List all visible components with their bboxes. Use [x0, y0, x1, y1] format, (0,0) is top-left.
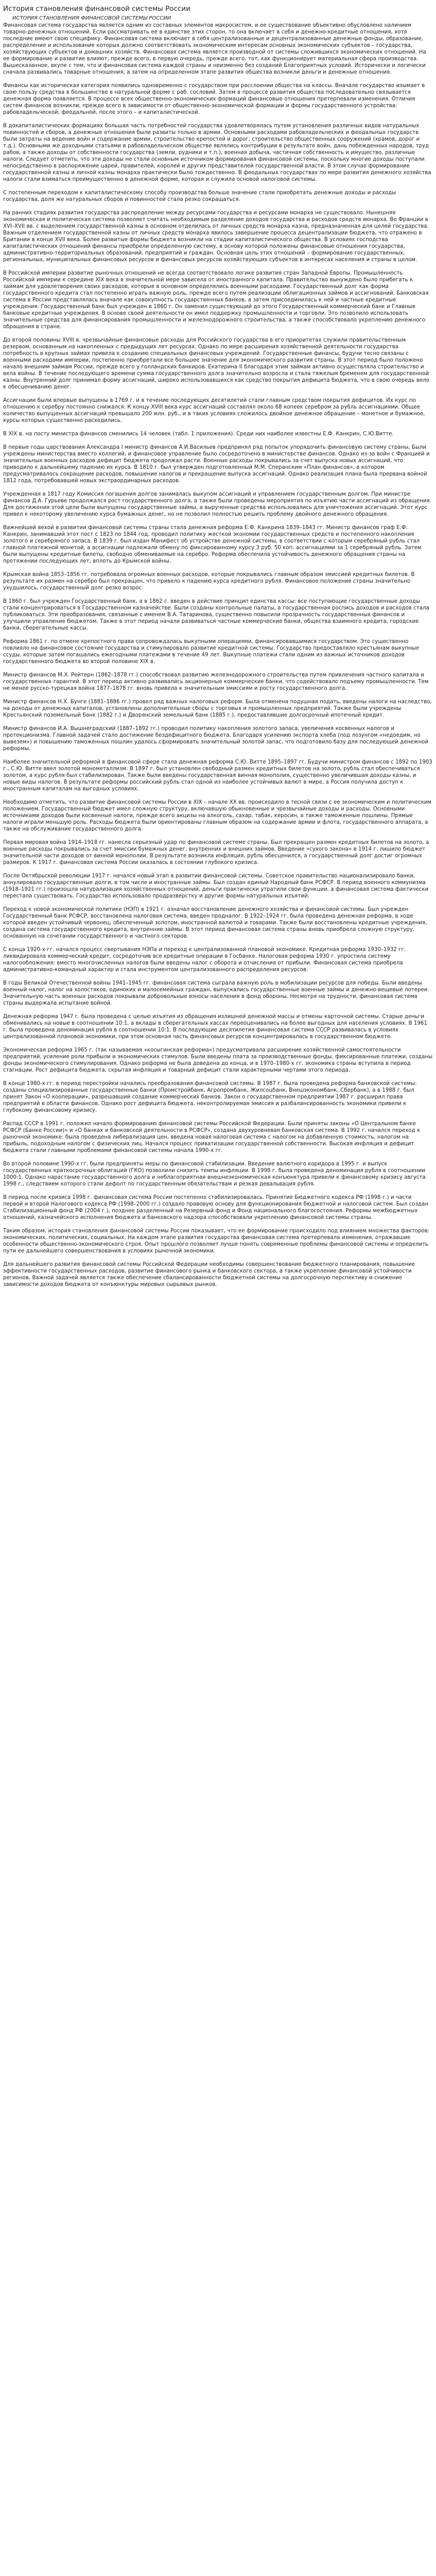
article-body — [3, 22, 433, 1288]
article-paragraph: Переход к новой экономической политике (НЭП) в 1921 г. означал восстановление денежного хозяйства и финансовой системы. Был учрежден Государственный банк РСФСР, восстановлена налоговая система, введен продналог. В 1922–1924 гг. была проведена денежная реформа, в ходе которой введен устойчивый червонец, обеспеченный золотом, иностранной валютой и товарами. Также были восстановлены кредитные учреждения, создана система государственного кредита, внутренние займы. В этот период финансовая система страны вновь приобрела сложную структуру, основанную на сочетании государственного и частного секторов. — [3, 907, 427, 939]
article-paragraph: Важнейшей вехой в развитии финансовой системы страны стала денежная реформа Е.Ф. Канкрина 1839–1843 гг. Министр финансов граф Е.Ф. Канкрин, занимавший этот пост с 1823 по 1844 год, проводил политику жесткой экономии государственных средств и постепенного накопления золотого и серебряного запаса. В 1839 г. был издан Манифест об устройстве денежной системы, в соответствии с которым серебряный рубль стал главной платежной монетой, а ассигнации подлежали обмену по фиксированному курсу 3 руб. 50 коп. ассигнациями за 1 серебряный рубль. Затем были выпущены кредитные билеты, свободно обмениваемые на серебро. Реформа обеспечила устойчивость денежного обращения страны на протяжении последующих лет, вплоть до Крымской войны. — [3, 525, 422, 564]
article-paragraph: Денежная реформа 1947 г. была проведена с целью изъятия из обращения излишней денежной массы и отмены карточной системы. Старые деньги обменивались на новые в соотношении 10:1, а вклады в сберегательных кассах переоценивались на более выгодных для населения условиях. В 1961 г. была проведена деноминация рубля в соотношении 10:1. В последующие десятилетия финансовая система СССР развивалась в условиях централизованной плановой экономики, при этом основная часть финансовых ресурсов концентрировалась в государственном бюджете. — [3, 1014, 427, 1040]
article-paragraph: Таким образом, история становления финансовой системы России показывает, что ее формирование происходило под влиянием множества факторов: экономических, политических, социальных. На каждом этапе развития государства финансовая система претерпевала изменения, отражавшие особенности общественно-экономического строя. Опыт прошлого позволяет лучше понять современные проблемы финансовой системы и определить пути ее дальнейшего совершенствования в условиях рыночной экономики. — [3, 1228, 430, 1254]
article-paragraph: Финансовая система государства является одним из составных элементов макросистем, и ее существование объективно обусловлено наличием товарно-денежных отношений. Если рассматривать ее в единстве этих сторон, то она включает в себя и денежно-кредитные отношения, хотя последние имеют свою специфику. Финансовая система включает в себя централизованные и децентрализованные денежные фонды, образование, распределение и использование которых должно соответствовать экономическим интересам основных экономических субъектов – государства, хозяйствующих субъектов и домашних хозяйств. Финансовая система является производной от системы сложившихся экономических отношений. На ее формирование и развитие влияют, прежде всего, в первую очередь, прежде всего, тот, как функционирует материальная сфера производства. Вышесказанное, вкупе с тем, что и финансовая система каждой страны и неизменно без созданий Благоприятных условий. Исторически и логически сначала развивались товарные отношения, а затем на определенном этапе развития общества возникли деньги и денежные отношения. — [3, 23, 426, 75]
article-paragraph: Ассигнации были впервые выпущены в 1769 г. и в течение последующих десятилетий стали главным средством покрытия дефицитов. Их курс по отношению к серебру постоянно снижался. К концу XVIII века курс ассигнаций составлял около 68 копеек серебром за рубль ассигнациями. Общее количество выпущенных ассигнаций превышало 200 млн. руб., и в таких условиях сложилось двойное денежное обращение – монетное и бумажное, курсы которых существенно расходились. — [3, 398, 425, 423]
article-paragraph: Наиболее значительной реформой в финансовой сфере стала денежная реформа С.Ю. Витте 1895–1897 гг. Будучи министром финансов с 1892 по 1903 г., С.Ю. Витте ввел золотой монометаллизм. В 1897 г. был установлен свободный размен кредитных билетов на золото, рубль стал обеспечиваться золотом, а курс рубля был стабилизирован. Также были введены государственная винная монополия, существенно увеличившая доходы казны, и новые виды налогов. В результате реформы российский рубль стал одной из наиболее устойчивых валют в мире, а Россия получила доступ к иностранным капиталам на выгодных условиях. — [3, 759, 432, 792]
article-paragraph: С постепенным переходом к капиталистическому способу производства больше значение стали приобретать денежные доходы и расходы государства, доля же натуральных сборов и повинностей стала резко сокращаться. — [3, 190, 396, 202]
article-paragraph: На ранних стадиях развития государства распределение между ресурсами государства и ресурсами монарха не существовало. Нынешняя экономическая и политическая система позволяет считать необходимым разделение доходов государства и расходов средств монарха. Во Франции в XVI–XVII вв. с выделением государственной казны в основном отделилась от личных средств монарха казна, предназначенная для целей государства. Важным отделением государственной казны от личных средств монарха явилось завершение процесса децентрализации бюджета, что отражено в Британии в конце XVII века. Более развитые формы бюджета возникли на стадии капиталистического общества. В условиях господства капиталистических отношений финансы приобрели определенную систему, в основу которой положены финансовые отношения государства, административно-территориальных образований, предприятий и граждан. Основная цель этих отношений – формирование государственных, региональных, муниципальных финансовых ресурсов и финансовых ресурсов хозяйствующих субъектов в интересах населения и страны в целом. — [3, 210, 429, 263]
article-paragraph: Первая мировая война 1914–1918 гг. нанесла серьезный удар по финансовой системе страны. Был прекращен размен кредитных билетов на золото, а военные расходы покрывались за счет эмиссии бумажных денег, внутренних и внешних займов. Введение «сухого закона» в 1914 г. лишило бюджет значительной части доходов от винной монополии. В результате возникла инфляция, рубль обесценился, а государственный долг достиг огромных размеров. К 1917 г. финансовая система России оказалась в состоянии глубокого кризиса. — [3, 840, 429, 866]
article-paragraph: В период после кризиса 1998 г. финансовая система России постепенно стабилизировалась. Принятие Бюджетного кодекса РФ (1998 г.) и части первой и второй Налогового кодекса РФ (1998–2000 гг.) создало правовую основу для функционирования бюджетной и налоговой систем. Был создан Стабилизационный фонд РФ (2004 г.), позднее разделенный на Резервный фонд и Фонд национального благосостояния. Реформы межбюджетных отношений, казначейского исполнения бюджета и банковского надзора способствовали укреплению финансовой системы страны. — [3, 1195, 428, 1221]
article-paragraph: До второй половины XVIII в. чрезвычайные финансовые расходы для Российского государства в его приоритетах служили правительственным резервом, основанным на накопленных с предыдущих лет ресурсах. Однако по мере расширения хозяйственной деятельности государства потребность в крупных займах привела к созданию специальных финансовых учреждений. Государственные финансы, будучи тесно связаны с военными расходами империи, постепенно приобретали все большее значение для экономического развития страны. В этот период было положено начало внешним займам России, прежде всего у голландских банкиров. Екатерина II благодаря этим займам активно осуществляла строительство и вела войны. В течение последующего времени сумма государственного долга значительно возросла и стала тяжелым бременем для государственной казны. Внутренний долг принимал форму ассигнаций, широко использовавшихся как средство покрытия дефицита бюджета, что в свою очередь вело к обесцениванию денег. — [3, 337, 429, 390]
article-paragraph: В конце 1980-х гг. в период перестройки начались преобразования финансовой системы. В 1987 г. была проведена реформа банковской системы: созданы специализированные государственные банки (Промстройбанк, Агропромбанк, Жилсоцбанк, Внешэкономбанк, Сбербанк), а в 1988 г. был принят Закон «О кооперации», разрешавший создание коммерческих банков. Закон о государственном предприятии 1987 г. расширил права предприятий в области финансов. Однако рост дефицита бюджета, неконтролируемая эмиссия и разбалансированность экономики привели к глубокому финансовому кризису. — [3, 1081, 417, 1113]
article-paragraph: Для дальнейшего развития финансовой системы Российской Федерации необходимы совершенствование бюджетного планирования, повышение эффективности государственных расходов, развитие финансового рынка и банковского сектора, а также укрепление финансовой устойчивости регионов. Важной задачей является также обеспечение сбалансированности бюджетной системы на долгосрочную перспективу и снижение зависимости доходов бюджета от конъюнктуры мировых сырьевых рынков. — [3, 1262, 415, 1287]
article-subtitle: ИСТОРИЯ СТАНОВЛЕНИЯ ФИНАНСОВОЙ СИСТЕМЫ РОССИИ — [12, 15, 171, 21]
article-paragraph: В первые годы царствования Александра I министр финансов А.И.Васильев предпринял ряд попыток упорядочить финансовую систему страны. Были учреждены министерства вместо коллегий, и финансовое управление было сосредоточено в министерстве финансов. Однако из-за войн с Францией и значительных военных расходов дефицит бюджета продолжал расти. Военные расходы покрывались за счет выпуска новых ассигнаций, что приводило к дальнейшему падению их курса. В 1810 г. был утвержден подготовленный М.М. Сперанским «План финансов», в котором предусматривалось сокращение расходов, повышение налогов и прекращение выпуска ассигнаций. Однако реализация плана была прервана войной 1812 года, потребовавшей новых экстраординарных расходов. — [3, 445, 430, 484]
article-paragraph: Распад СССР в 1991 г. положил начало формированию финансовой системы Российской Федерации. Были приняты законы «О Центральном банке РСФСР (Банке России)» и «О банках и банковской деятельности в РСФСР», создана двухуровневая банковская система. В 1992 г. начался переход к рыночной экономике: была проведена либерализация цен, введена новая налоговая система с налогом на добавленную стоимость, налогом на прибыль, подоходным налогом с физических лиц. Начался процесс приватизации государственной собственности. Высокая инфляция и дефицит бюджета стали главными проблемами финансовой системы начала 1990-х гг. — [3, 1121, 421, 1154]
article-paragraph: Министр финансов М.Х. Рейтерн (1862–1878 гг.) способствовал развитию железнодорожного строительства путем привлечения частного капитала и государственных гарантий. В этот период активно развивались акционерные коммерческие банки, что содействовало подъему промышленности. Тем не менее русско-турецкая война 1877–1878 гг. вновь привела к значительным эмиссиям и росту государственного долга. — [3, 672, 429, 691]
article-paragraph: Финансы как историческая категория появились одновременно с государством при расслоении общества на классы. Вначале государство изымает в свою пользу средства в большинстве в натуральной форме с раб. сословий. Затем в процессе развития общества последовательно связывается денежная форма появляется. В процессе всех общественно-экономических формаций финансовые отношения претерпевали изменения. Отличия систем финансов возникли, прежде всего в зависимости от общественно-экономической формации и формы государственного устройства: рабовладельческой, феодальной, после этого – и капиталистической. — [3, 83, 425, 115]
article-paragraph: В XIX в. на посту министра финансов сменились 14 человек (табл. 1 приложения). Среди них наиболее известны Е.Ф. Канкрин, С.Ю.Витте. — [3, 431, 394, 437]
article-paragraph: Во второй половине 1990-х гг. были предприняты меры по финансовой стабилизации. Введение валютного коридора в 1995 г. и выпуск государственных краткосрочных облигаций (ГКО) позволили снизить темпы инфляции. В 1998 г. была проведена деноминация рубля в соотношении 1000:1. Однако нарастание государственного долга и неблагоприятная внешнеэкономическая конъюнктура привели к финансовому кризису августа 1998 г., следствием которого стали дефолт по государственным обязательствам и резкая девальвация рубля. — [3, 1161, 426, 1187]
article-paragraph: В Российской империи развитие рыночных отношений не всегда соответствовало логике развития стран Западной Европы. Промышленность Российской империи к середине XIX века в значительной мере зависела от иностранного капитала. Правительство вынуждено было прибегать к займам для удовлетворения своих расходов, которые в основном определялись военными расходами. Государственный долг как форма государственного кредита стал постепенно играть важную роль, прежде всего путем реализации облигационных займов и ассигнований. Банковская система в России представлялась вначале как совокупность государственных банков, а затем присоединилась к ней и частные кредитные учреждения. Государственный банк был учрежден в 1860 г. Он заменил существующий до этого Государственный коммерческий банк и Главные банковые кредитные учреждения. В основе своей деятельности он имел поддержку промышленности и торговли. Это позволило использовать значительные средства для финансирования промышленности и железнодорожного строительства, а также способствовало укреплению денежного обращения в стране. — [3, 270, 429, 330]
article-paragraph: Экономическая реформа 1965 г. (так называемая «косыгинская реформа») предусматривала расширение хозяйственной самостоятельности предприятий, усиление роли прибыли и экономических стимулов. Были введены плата за производственные фонды, фиксированные платежи, созданы фонды экономического стимулирования. Однако реформа не была доведена до конца, и в 1970–1980-х гг. экономика страны вступила в период стагнации. Рост дефицита бюджета, скрытая инфляция и товарный дефицит стали характерными чертами этого периода. — [3, 1047, 433, 1073]
article-paragraph: Учрежденная в 1817 году Комиссия погашения долгов занималась выкупом ассигнаций и управлением государственным долгом. При министре финансов Д.А. Гурьеве продолжался рост государственного долга, а также были проведены мероприятия по изъятию части ассигнаций из обращения. Для достижения этой цели были выпущены государственные займы, а вырученные средства использовались для уничтожения ассигнаций. Этот курс привел к некоторому увеличению курса бумажных денег, но не позволил полностью решить проблему двойного денежного обращения. — [3, 492, 431, 517]
article-paragraph: Реформа 1861 г. по отмене крепостного права сопровождалась выкупными операциями, финансировавшимися государством. Это существенно повлияло на финансовое состояние государства и стимулировало развитие кредитной системы. Государство предоставляло крестьянам выкупные ссуды, которые затем погашались ежегодными платежами в течение 49 лет. Выкупные платежи стали одним из важных источников доходов государственного бюджета во второй половине XIX в. — [3, 639, 420, 665]
article-paragraph: Необходимо отметить, что развитие финансовой системы России в XIX – начале XX вв. происходило в тесной связи с ее экономическим и политическим положением. Государственный бюджет имел сложную структуру, включавшую обыкновенные и чрезвычайные доходы и расходы. Основными источниками доходов были косвенные налоги, прежде всего акцизы на алкоголь, сахар, табак, керосин, а также таможенные пошлины. Прямые налоги играли меньшую роль. Расходы бюджета были ориентированы главным образом на содержание армии и флота, государственного аппарата, а также на обслуживание государственного долга. — [3, 800, 432, 832]
article-paragraph: Министр финансов Н.Х. Бунге (1881–1886 гг.) провел ряд важных налоговых реформ. Была отменена подушная подать, введены налоги на наследство, на доходы от денежных капиталов, установлены дополнительные сборы с торговых и промышленных предприятий. Также были учреждены Крестьянский поземельный банк (1882 г.) и Дворянский земельный банк (1885 г.), предоставлявшие долгосрочный ипотечный кредит. — [3, 699, 432, 718]
article-paragraph: После Октябрьской революции 1917 г. начался новый этап в развитии финансовой системы. Советское правительство национализировало банки, аннулировало государственные долги, в том числе и иностранные займы. Был создан единый Народный банк РСФСР. В период военного коммунизма (1918–1921 гг.) произошла натурализация хозяйственных отношений, деньги практически утратили свои функции, а финансовая система фактически перестала существовать. Государство использовало продразверстку и другие формы натуральных изъятий. — [3, 873, 429, 899]
page-title: История становления финансовой системы России — [3, 5, 190, 13]
article-paragraph: С конца 1920-х гг. начался процесс свертывания НЭПа и переход к централизованной плановой экономике. Кредитная реформа 1930–1932 гг. ликвидировала коммерческий кредит, сосредоточив все кредитные операции в Госбанке. Налоговая реформа 1930 г. упростила систему налогообложения: вместо многочисленных налогов были введены налог с оборота и отчисления от прибыли. Финансовая система приобрела административно-командный характер и стала инструментом централизованного распределения ресурсов. — [3, 947, 406, 973]
article-paragraph: В годы Великой Отечественной войны 1941–1945 гг. финансовая система сыграла важную роль в мобилизации ресурсов для победы. Были введены военный налог, налог на холостяков, одиноких и малосемейных граждан, выпускались государственные военные займы и денежно-вещевые лотереи. Значительную часть военных расходов покрывали добровольные взносы населения в фонд обороны. Несмотря на трудности, финансовая система страны выдержала испытание войной. — [3, 980, 429, 1006]
article-paragraph: В 1860 г. был учрежден Государственный банк, а в 1862 г. введен в действие принцип единства кассы: все поступающие государственные доходы стали концентрироваться в Государственном казначействе. Были созданы контрольные палаты, а государственная роспись доходов и расходов стала публиковаться. Эти преобразования, связанные с именем В.А. Татаринова, существенно повысили прозрачность государственных финансов и улучшили управление бюджетом. Также в этот период начали развиваться частные коммерческие банки, общества взаимного кредита, городские банки, сберегательные кассы. — [3, 599, 429, 631]
article-paragraph: В докапиталистических формациях большая часть потребностей государства удовлетворялась путем установления различных видов натуральных повинностей и сборов, а денежные отношения были развиты только в армии. Основными расходами рабовладельческих и феодальных государств были затраты на ведение войн и содержание армии, строительство крепостей и дорог, строительство общественных сооружений (храмов, дорог и т.д.). Основными же доходными статьями в рабовладельческом обществе являлись контрибуции в результате войн, дань побежденных народов, труд рабов, а также доходы от собственности государства (земли, рудники и т.п.), военная добыча, частичная собственность и имущество, различные налоги. Следует отметить, что эти доходы не стали основным источником формирования финансовой системы, поскольку многие доходы поступали непосредственно в распоряжение царей, правителей, королей и других представителей государственной власти. В этом случае формирование государственной казны и личной казны монарха практически было тождественно. В феодальных государствах по мере развития денежного хозяйства налоги стали взиматься преимущественно в денежной форме, которая и служила основой налоговой системы. — [3, 123, 431, 182]
article-paragraph: Крымская война 1853–1856 гг. потребовала огромных военных расходов, которые покрывались главным образом эмиссией кредитных билетов. В результате их размен на серебро был прекращен, что привело к падению курса кредитного рубля. Финансовое положение страны значительно ухудшилось, государственный долг резко возрос. — [3, 572, 415, 591]
article-paragraph: Министр финансов И.А. Вышнеградский (1887–1892 гг.) проводил политику накопления золотого запаса, увеличения косвенных налогов и протекционизма. Главной задачей стало достижение бездефицитного бюджета. Благодаря усилению экспорта хлеба (под лозунгом «недоедим, но вывезем») и повышению таможенных пошлин удалось сформировать значительный золотой запас, что подготовило базу для последующей денежной реформы. — [3, 726, 429, 752]
